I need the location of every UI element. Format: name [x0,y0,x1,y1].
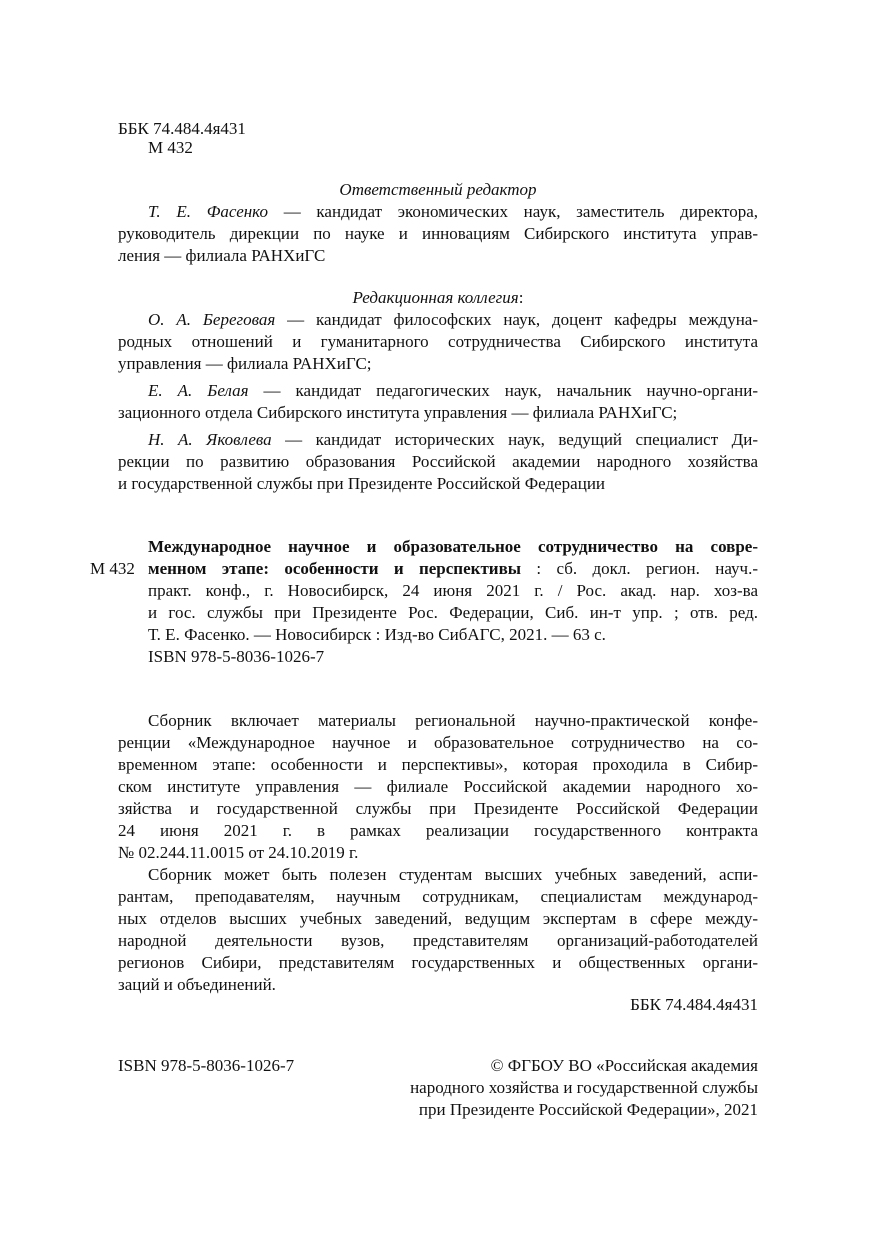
annotation-p1-line-6: 24 июня 2021 г. в рамках реализации государственного контракта [118,821,758,840]
annotation-p2-line-3: ных отделов высших учебных заведений, ведущим экспертам в сфере между- [118,909,758,928]
record-title-line-2: менном этапе: особенности и перспективы [148,559,522,578]
editor-line-1: Т. Е. Фасенко — кандидат экономических наук, заместитель директора, [148,202,758,221]
record-mark: М 432 [90,559,135,578]
board-member-2-line-2: зационного отдела Сибирского института управления — филиала РАНХиГС; [118,403,678,422]
annotation-p1-line-7: № 02.244.11.0015 от 24.10.2019 г. [118,843,359,862]
board-member-2-line-1: Е. А. Белая — кандидат педагогических наук, начальник научно-органи- [148,381,758,400]
board-member-3-line-2: рекции по развитию образования Российской академии народного хозяйства [118,452,758,471]
author-mark: М 432 [148,138,193,157]
board-member-3-line-1: Н. А. Яковлева — кандидат исторических наук, ведущий специалист Ди- [148,430,759,449]
board-member-1-line-3: управления — филиала РАНХиГС; [118,354,372,373]
editor-line-3: ления — филиала РАНХиГС [118,246,326,265]
board-heading: Редакционная коллегия: [352,288,524,307]
record-line-2: менном этапе: особенности и перспективы : сб. докл. регион. науч.- [148,559,758,578]
annotation-p2-line-1: Сборник может быть полезен студентам высших учебных заведений, аспи- [148,865,758,884]
annotation-p1-line-4: ском институте управления — филиале Российской академии народного хо- [118,777,758,796]
annotation-p2-line-6: заций и объединений. [118,975,276,994]
board-member-name: О. А. Береговая [148,310,276,329]
editor-line-2: руководитель дирекции по науке и инновациям Сибирского института управ- [118,224,758,243]
copyright-line-1: © ФГБОУ ВО «Российская академия [490,1056,758,1075]
board-member-3-line-3: и государственной службы при Президенте Российской Федерации [118,474,606,493]
annotation-p1-line-3: временном этапе: особенности и перспективы», которая проходила в Сибир- [118,755,758,774]
footer-isbn: ISBN 978-5-8036-1026-7 [118,1056,295,1075]
annotation-p2-line-4: народной деятельности вузов, представителям организаций-работодателей [118,931,758,950]
board-member-1-line-2: родных отношений и гуманитарного сотрудничества Сибирского института [118,332,758,351]
annotation-p1-line-2: ренции «Международное научное и образовательное сотрудничество на со- [118,733,758,752]
board-member-name: Н. А. Яковлева [148,430,272,449]
record-line-5: Т. Е. Фасенко. — Новосибирск : Изд-во СибАГС, 2021. — 63 с. [148,625,606,644]
copyright-line-3: при Президенте Российской Федерации», 2021 [418,1100,758,1119]
board-member-name: Е. А. Белая [148,381,249,400]
record-title-line-1: Международное научное и образовательное сотрудничество на совре- [148,537,758,556]
editor-heading: Ответственный редактор [339,180,537,199]
record-line-3: практ. конф., г. Новосибирск, 24 июня 2021 г. / Рос. акад. нар. хоз-ва [148,581,758,600]
annotation-p1-line-1: Сборник включает материалы региональной научно-практической конфе- [148,711,758,730]
annotation-p1-line-5: зяйства и государственной службы при Президенте Российской Федерации [118,799,758,818]
editor-name: Т. Е. Фасенко [148,202,268,221]
record-isbn: ISBN 978-5-8036-1026-7 [148,647,325,666]
copyright-line-2: народного хозяйства и государственной службы [410,1078,758,1097]
bbk-code: ББК 74.484.4я431 [118,119,246,138]
annotation-p2-line-5: регионов Сибири, представителям государственных и общественных органи- [118,953,758,972]
bbk-footer-code: ББК 74.484.4я431 [630,995,758,1014]
record-line-4: и гос. службы при Президенте Рос. Федерации, Сиб. ин-т упр. ; отв. ред. [148,603,758,622]
board-member-1-line-1: О. А. Береговая — кандидат философских наук, доцент кафедры междуна- [148,310,759,329]
annotation-p2-line-2: рантам, преподавателям, научным сотрудникам, специалистам международ- [118,887,758,906]
